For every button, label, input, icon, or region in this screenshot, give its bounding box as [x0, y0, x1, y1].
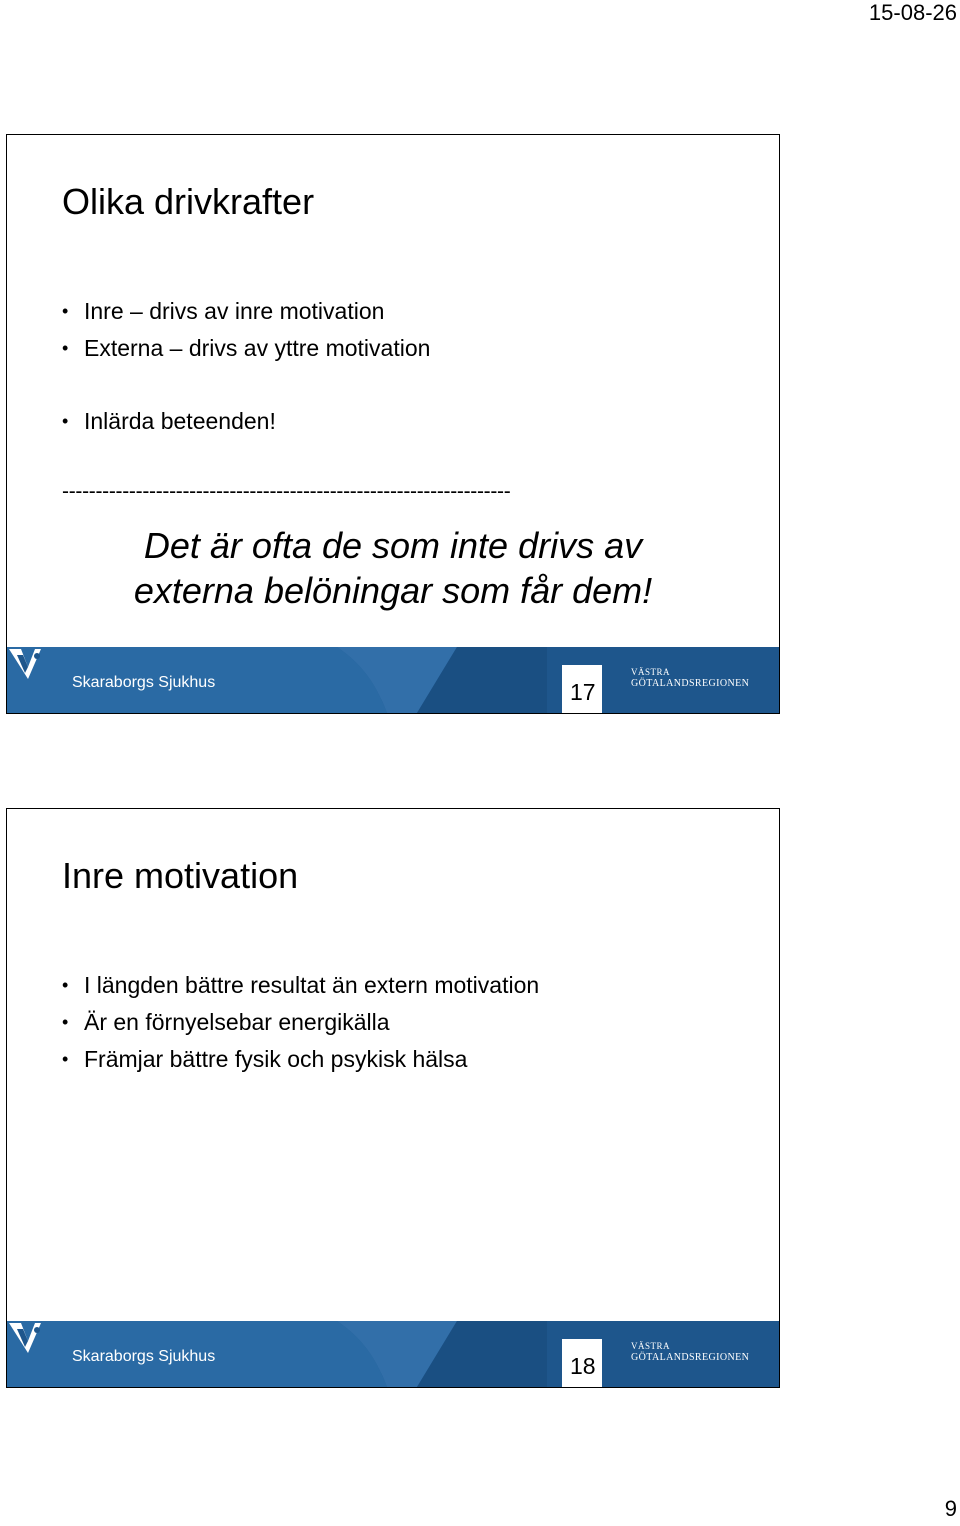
logo-line: GÖTALANDSREGIONEN: [631, 678, 750, 689]
slide-title: Olika drivkrafter: [62, 181, 315, 222]
quote-line: Det är ofta de som inte drivs av: [143, 525, 643, 566]
vgr-logo-icon: [7, 1321, 49, 1355]
bullet-list: [62, 403, 276, 440]
footer-org-name: Skaraborgs Sjukhus: [72, 674, 216, 691]
page-number: 9: [944, 1496, 957, 1521]
list-item: • Inlärda beteenden!: [62, 403, 276, 440]
vgr-logo-icon: [7, 647, 49, 681]
logo-line: VÄSTRA: [631, 667, 671, 677]
list-item: • Externa – drivs av yttre motivation: [62, 330, 430, 367]
quote-line: externa belöningar som får dem!: [133, 570, 653, 611]
slide-footer: [7, 1321, 779, 1387]
page-date: 15-08-26: [868, 0, 957, 25]
slide-title: Inre motivation: [62, 855, 299, 896]
bullet-list: [62, 967, 539, 1078]
vgr-logo-text: [631, 1341, 749, 1363]
list-item: • I längden bättre resultat än extern motivation: [62, 967, 539, 1004]
separator-line: -------------------------------------------------------------------: [62, 480, 511, 503]
slide-17: [6, 134, 780, 714]
vgr-logo-text: [631, 667, 749, 689]
slide-number: 18: [570, 1353, 596, 1379]
slide-number: 17: [570, 679, 596, 705]
quote: [7, 523, 779, 613]
slide-footer: [7, 647, 779, 713]
slide-18: [6, 808, 780, 1388]
list-item: • Främjar bättre fysik och psykisk hälsa: [62, 1041, 539, 1078]
list-item: • Är en förnyelsebar energikälla: [62, 1004, 539, 1041]
list-item: • Inre – drivs av inre motivation: [62, 293, 430, 330]
footer-org-name: Skaraborgs Sjukhus: [72, 1348, 216, 1365]
logo-line: GÖTALANDSREGIONEN: [631, 1352, 750, 1363]
bullet-list: [62, 293, 430, 367]
logo-line: VÄSTRA: [631, 1341, 671, 1351]
